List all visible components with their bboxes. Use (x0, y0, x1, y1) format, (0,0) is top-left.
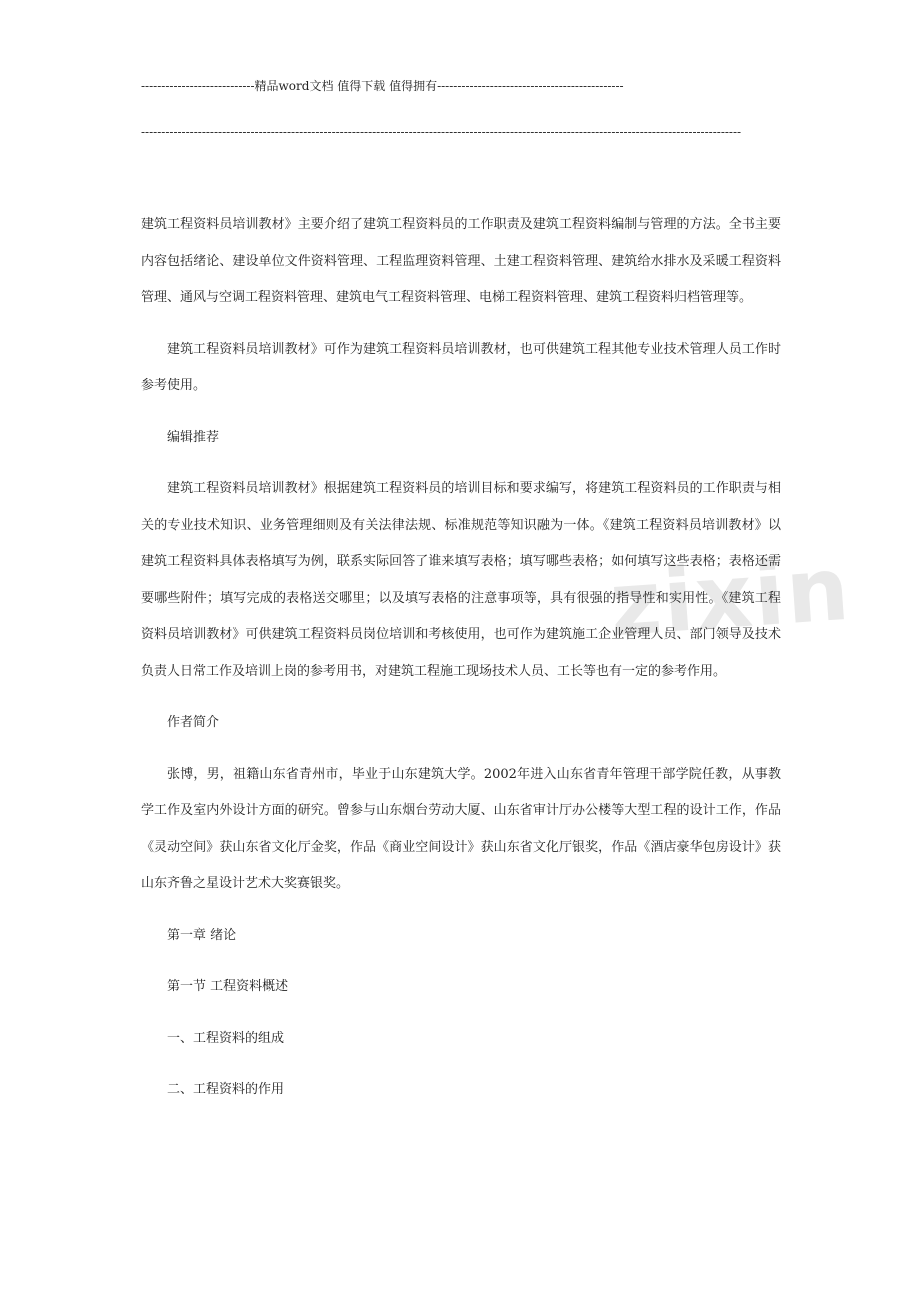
subsection-heading-2: 二、工程资料的作用 (167, 1082, 285, 1097)
document-body (141, 207, 781, 1124)
usage-paragraph: 建筑工程资料员培训教材》可作为建筑工程资料员培训教材，也可供建筑工程其他专业技术管理人员工作时参考使用。 (141, 341, 781, 393)
watermark-logo: zixin (606, 536, 855, 657)
recommendation-paragraph: 建筑工程资料员培训教材》根据建筑工程资料员的培训目标和要求编写，将建筑工程资料员的工作职责与相关的专业技术知识、业务管理细则及有关法律法规、标准规范等知识融为一体。《建筑工程资料员培训教材》以建筑工程资料具体表格填写为例，联系实际回答了谁来填写表格；填写哪些表格；如何填写这些表格；表格还需要哪些附件；填写完成的表格送交哪里；以及填写表格的注意事项等，具有很强的指导性和实用性。《建筑工程资料员培训教材》可供建筑工程资料员岗位培训和考核使用，也可作为建筑施工企业管理人员、部门领导及技术负责人日常工作及培训上岗的参考用书，对建筑工程施工现场技术人员、工长等也有一定的参考作用。 (141, 481, 781, 679)
intro-paragraph: 建筑工程资料员培训教材》主要介绍了建筑工程资料员的工作职责及建筑工程资料编制与管理的方法。全书主要内容包括绪论、建设单位文件资料管理、工程监理资料管理、土建工程资料管理、建筑给水排水及采暖工程资料管理、通风与空调工程资料管理、建筑电气工程资料管理、电梯工程资料管理、建筑工程资料归档管理等。 (141, 217, 781, 305)
subsection-heading-1: 一、工程资料的组成 (167, 1030, 285, 1046)
header-banner: ----------------------------精品word文档 值得下载 值得拥有---------------------------------------------- (141, 79, 624, 93)
header-divider: ---------------------------------------------------------------------------------------------------------------------------------------------------- (141, 125, 742, 139)
section-heading-editor-recommendation: 编辑推荐 (167, 429, 220, 445)
author-paragraph: 张博，男，祖籍山东省青州市，毕业于山东建筑大学。2002年进入山东省青年管理干部学院任教，从事教学工作及室内外设计方面的研究。曾参与山东烟台劳动大厦、山东省审计厅办公楼等大型工程的设计工作，作品《灵动空间》获山东省文化厅金奖，作品《商业空间设计》获山东省文化厅银奖，作品《酒店豪华包房设计》获山东齐鲁之星设计艺术大奖赛银奖。 (141, 766, 781, 891)
section-heading-author: 作者简介 (167, 715, 220, 730)
chapter-heading: 第一章 绪论 (167, 927, 237, 943)
section-heading: 第一节 工程资料概述 (167, 979, 289, 994)
